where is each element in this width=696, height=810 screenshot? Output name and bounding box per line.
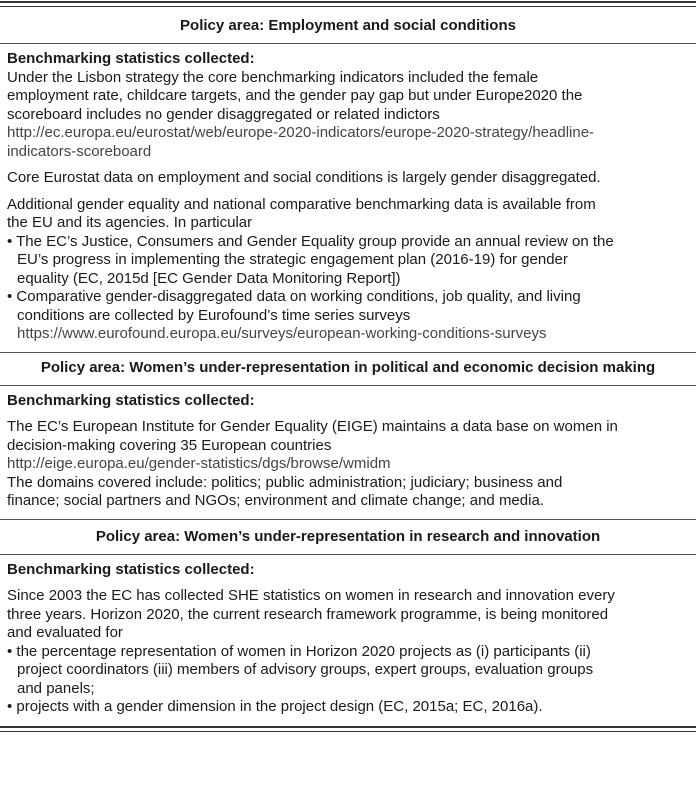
section-employment [0,44,696,352]
text-line: and evaluated for [7,624,123,641]
text-line: employment rate, childcare targets, and the gender pay gap but under Europe2020 the [7,87,583,104]
text-line: and panels; [17,679,95,697]
text-line: Core Eurostat data on employment and social conditions is largely gender disaggregated. [7,169,601,186]
policy-table [0,1,696,732]
text-line: scoreboard includes no gender disaggregated or related indictors [7,105,440,123]
bullet-item: • Comparative gender-disaggregated data on working conditions, job quality, and living [7,288,581,305]
subheading: Benchmarking statistics collected: [7,391,255,409]
url-link[interactable]: http://eige.europa.eu/gender-statistics/dgs/browse/wmidm [7,455,391,472]
text-line: project coordinators (iii) members of advisory groups, expert groups, evaluation groups [17,661,594,678]
text-line: EU’s progress in implementing the strategic engagement plan (2016-19) for gender [17,251,568,268]
text-line: decision-making covering 35 European countries [7,436,332,454]
bottom-rule [0,726,696,732]
subheading: Benchmarking statistics collected: [7,50,255,67]
text-line: equality (EC, 2015d [EC Gender Data Monitoring Report]) [17,269,401,287]
section-header: Policy area: Women’s under-representation in research and innovation [0,520,696,555]
text-line: Since 2003 the EC has collected SHE statistics on women in research and innovation every [7,587,615,604]
section-header: Policy area: Women’s under-representation in political and economic decision making [0,353,696,386]
url-link[interactable]: https://www.eurofound.europa.eu/surveys/european-working-conditions-surveys [17,325,547,342]
text-line: three years. Horizon 2020, the current research framework programme, is being monitored [7,605,609,623]
text-line: conditions are collected by Eurofound’s time series surveys [17,306,411,324]
section-header: Policy area: Employment and social conditions [0,7,696,44]
section-decision-making [0,386,696,519]
text-line: the EU and its agencies. In particular [7,214,253,231]
text-line: Additional gender equality and national comparative benchmarking data is available from [7,195,596,213]
bullet-item: • The EC’s Justice, Consumers and Gender Equality group provide an annual review on the [7,232,614,250]
text-line: Under the Lisbon strategy the core benchmarking indicators included the female [7,68,539,86]
text-line: The EC’s European Institute for Gender Equality (EIGE) maintains a data base on women in [7,418,618,435]
url-link[interactable]: indicators-scoreboard [7,142,152,160]
bullet-item: • the percentage representation of women in Horizon 2020 projects as (i) participants (ii) [7,642,591,660]
url-link[interactable]: http://ec.europa.eu/eurostat/web/europe-2020-indicators/europe-2020-strategy/headline- [7,124,595,141]
section-research [0,555,696,725]
text-line: The domains covered include: politics; public administration; judiciary; business and [7,473,563,491]
text-line: finance; social partners and NGOs; environment and climate change; and media. [7,492,544,509]
bullet-item: • projects with a gender dimension in the project design (EC, 2015a; EC, 2016a). [7,698,543,715]
subheading: Benchmarking statistics collected: [7,560,255,578]
